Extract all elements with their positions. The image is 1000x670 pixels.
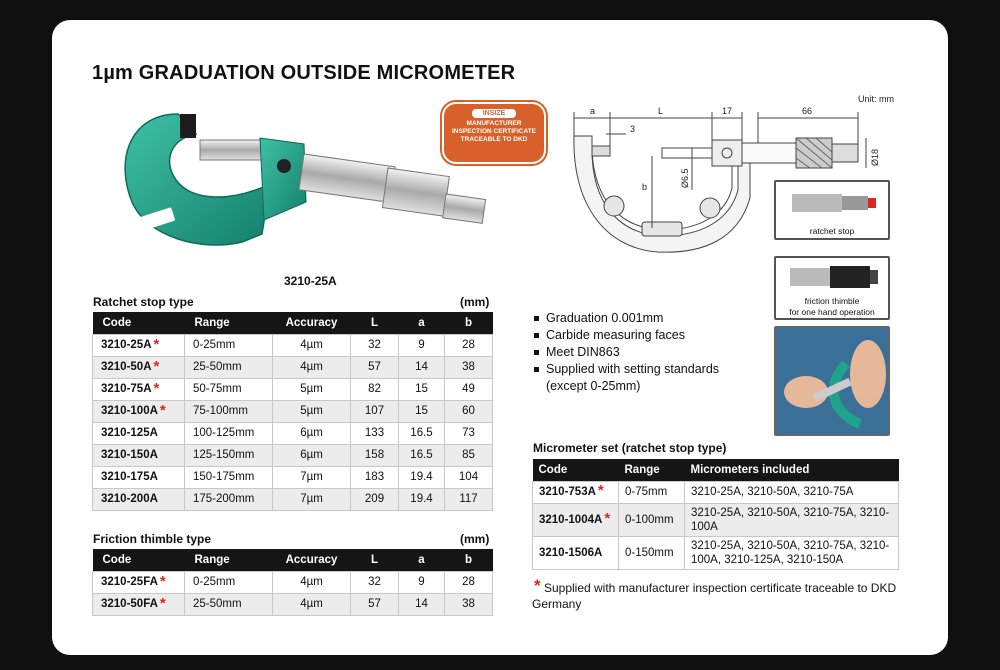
col-code: Code bbox=[93, 312, 185, 334]
hand-operation-photo bbox=[774, 326, 890, 436]
accuracy-cell: 5µm bbox=[273, 400, 351, 422]
friction-section-title: Friction thimble type bbox=[93, 532, 212, 546]
table-row bbox=[93, 356, 493, 378]
L-cell: 158 bbox=[351, 444, 399, 466]
range-cell: 0-100mm bbox=[619, 503, 685, 536]
friction-illustration bbox=[776, 258, 888, 294]
code-value: 3210-753A bbox=[539, 486, 596, 498]
badge-line-1: MANUFACTURER bbox=[466, 120, 522, 127]
footnote bbox=[532, 576, 912, 612]
footnote-text: Supplied with manufacturer inspection certificate traceable to DKD Germany bbox=[532, 581, 897, 611]
ratchet-illustration bbox=[776, 182, 888, 222]
friction-caption-1: friction thimble bbox=[804, 296, 860, 306]
set-spec-table bbox=[532, 459, 899, 570]
L-cell: 133 bbox=[351, 422, 399, 444]
code-cell bbox=[93, 422, 185, 444]
code-cell bbox=[93, 444, 185, 466]
table-row bbox=[93, 334, 493, 356]
col-accuracy: Accuracy bbox=[273, 312, 351, 334]
spec-sheet-card bbox=[52, 20, 948, 655]
code-cell bbox=[93, 593, 185, 615]
range-cell: 0-75mm bbox=[619, 481, 685, 503]
col-a: a bbox=[399, 549, 445, 571]
b-cell: 117 bbox=[445, 488, 493, 510]
table-row bbox=[533, 481, 899, 503]
ratchet-unit: (mm) bbox=[460, 295, 490, 309]
a-cell: 16.5 bbox=[399, 422, 445, 444]
certificate-star: * bbox=[159, 595, 166, 612]
col-L: L bbox=[351, 549, 399, 571]
included-cell: 3210-25A, 3210-50A, 3210-75A, 3210-100A bbox=[685, 503, 899, 536]
accuracy-cell: 4µm bbox=[273, 571, 351, 593]
certificate-star: * bbox=[604, 509, 611, 527]
range-cell: 75-100mm bbox=[185, 400, 273, 422]
certificate-star: * bbox=[159, 402, 166, 419]
col-included: Micrometers included bbox=[685, 459, 899, 481]
col-b: b bbox=[445, 549, 493, 571]
table-header-row bbox=[533, 459, 899, 481]
range-cell: 175-200mm bbox=[185, 488, 273, 510]
accuracy-cell: 6µm bbox=[273, 444, 351, 466]
a-cell: 15 bbox=[399, 400, 445, 422]
table-row bbox=[93, 466, 493, 488]
accuracy-cell: 6µm bbox=[273, 422, 351, 444]
accuracy-cell: 5µm bbox=[273, 378, 351, 400]
accuracy-cell: 4µm bbox=[273, 356, 351, 378]
code-value: 3210-125A bbox=[101, 427, 158, 439]
a-cell: 14 bbox=[399, 593, 445, 615]
b-cell: 28 bbox=[445, 571, 493, 593]
ratchet-spec-table bbox=[92, 312, 493, 511]
col-accuracy: Accuracy bbox=[273, 549, 351, 571]
certificate-star: * bbox=[597, 482, 604, 499]
b-cell: 38 bbox=[445, 593, 493, 615]
code-cell bbox=[93, 400, 185, 422]
a-cell: 19.4 bbox=[399, 466, 445, 488]
L-cell: 82 bbox=[351, 378, 399, 400]
friction-unit: (mm) bbox=[460, 532, 490, 546]
code-cell bbox=[93, 334, 185, 356]
col-L: L bbox=[351, 312, 399, 334]
included-cell: 3210-25A, 3210-50A, 3210-75A bbox=[685, 481, 899, 503]
range-cell: 0-25mm bbox=[185, 334, 273, 356]
b-cell: 38 bbox=[445, 356, 493, 378]
range-cell: 25-50mm bbox=[185, 356, 273, 378]
feature-item-continued: (except 0-25mm) bbox=[546, 379, 641, 393]
ratchet-stop-caption: ratchet stop bbox=[809, 226, 855, 236]
a-cell: 14 bbox=[399, 356, 445, 378]
accuracy-cell: 7µm bbox=[273, 488, 351, 510]
code-value: 3210-150A bbox=[101, 449, 158, 461]
certificate-star: * bbox=[159, 573, 166, 590]
code-value: 3210-50A bbox=[101, 361, 152, 373]
code-cell bbox=[93, 488, 185, 510]
feature-item: Carbide measuring faces bbox=[532, 327, 719, 344]
friction-spec-table bbox=[92, 549, 493, 616]
code-value: 3210-100A bbox=[101, 405, 158, 417]
table-row bbox=[93, 378, 493, 400]
code-value: 3210-1506A bbox=[539, 546, 603, 559]
set-section-title: Micrometer set (ratchet stop type) bbox=[533, 441, 727, 455]
code-cell bbox=[533, 481, 619, 503]
range-cell: 0-25mm bbox=[185, 571, 273, 593]
code-value: 3210-25FA bbox=[101, 576, 158, 588]
code-value: 3210-25A bbox=[101, 339, 152, 351]
a-cell: 9 bbox=[399, 334, 445, 356]
L-cell: 57 bbox=[351, 356, 399, 378]
code-cell bbox=[533, 503, 619, 536]
dim-L: L bbox=[658, 106, 664, 116]
code-cell bbox=[93, 378, 185, 400]
table-row bbox=[533, 536, 899, 569]
col-range: Range bbox=[185, 549, 273, 571]
col-a: a bbox=[399, 312, 445, 334]
range-cell: 25-50mm bbox=[185, 593, 273, 615]
dim-d65: Ø6.5 bbox=[680, 168, 690, 188]
a-cell: 16.5 bbox=[399, 444, 445, 466]
table-row bbox=[93, 488, 493, 510]
badge-logo: INSIZE bbox=[472, 109, 516, 118]
L-cell: 32 bbox=[351, 334, 399, 356]
b-cell: 85 bbox=[445, 444, 493, 466]
a-cell: 9 bbox=[399, 571, 445, 593]
b-cell: 60 bbox=[445, 400, 493, 422]
table-row bbox=[93, 422, 493, 444]
code-value: 3210-50FA bbox=[101, 598, 158, 610]
L-cell: 32 bbox=[351, 571, 399, 593]
friction-thimble-photo bbox=[774, 256, 890, 320]
feature-item: Meet DIN863 bbox=[532, 344, 719, 361]
table-row bbox=[93, 444, 493, 466]
table-header-row bbox=[93, 549, 493, 571]
col-range: Range bbox=[185, 312, 273, 334]
col-code: Code bbox=[93, 549, 185, 571]
friction-caption-2: for one hand operation bbox=[789, 307, 875, 317]
a-cell: 15 bbox=[399, 378, 445, 400]
range-cell: 100-125mm bbox=[185, 422, 273, 444]
col-code: Code bbox=[533, 459, 619, 481]
code-cell bbox=[533, 536, 619, 569]
dim-a: a bbox=[590, 106, 596, 116]
included-cell: 3210-25A, 3210-50A, 3210-75A, 3210-100A, 3210-125A, 3210-150A bbox=[685, 536, 899, 569]
b-cell: 49 bbox=[445, 378, 493, 400]
feature-item: Supplied with setting standards bbox=[532, 361, 719, 378]
b-cell: 28 bbox=[445, 334, 493, 356]
ratchet-section-title: Ratchet stop type bbox=[93, 295, 194, 309]
dim-d18: Ø18 bbox=[870, 148, 880, 166]
accuracy-cell: 7µm bbox=[273, 466, 351, 488]
a-cell: 19.4 bbox=[399, 488, 445, 510]
b-cell: 73 bbox=[445, 422, 493, 444]
col-b: b bbox=[445, 312, 493, 334]
page-title: 1µm GRADUATION OUTSIDE MICROMETER bbox=[92, 62, 516, 84]
feature-list bbox=[532, 310, 719, 395]
L-cell: 107 bbox=[351, 400, 399, 422]
table-row bbox=[533, 503, 899, 536]
b-cell: 104 bbox=[445, 466, 493, 488]
table-row bbox=[93, 571, 493, 593]
L-cell: 183 bbox=[351, 466, 399, 488]
code-value: 3210-175A bbox=[101, 471, 158, 483]
table-header-row bbox=[93, 312, 493, 334]
certificate-badge bbox=[442, 102, 546, 164]
code-cell bbox=[93, 571, 185, 593]
dim-66: 66 bbox=[802, 106, 813, 116]
range-cell: 0-150mm bbox=[619, 536, 685, 569]
accuracy-cell: 4µm bbox=[273, 334, 351, 356]
ratchet-stop-photo bbox=[774, 180, 890, 240]
photo-caption: 3210-25A bbox=[284, 274, 337, 288]
feature-item: Graduation 0.001mm bbox=[532, 310, 719, 327]
range-cell: 50-75mm bbox=[185, 378, 273, 400]
accuracy-cell: 4µm bbox=[273, 593, 351, 615]
code-cell bbox=[93, 356, 185, 378]
range-cell: 150-175mm bbox=[185, 466, 273, 488]
code-value: 3210-1004A bbox=[539, 513, 603, 526]
table-row bbox=[93, 593, 493, 615]
range-cell: 125-150mm bbox=[185, 444, 273, 466]
dim-3: 3 bbox=[630, 124, 636, 134]
code-cell bbox=[93, 466, 185, 488]
certificate-star: * bbox=[153, 380, 160, 397]
certificate-star: * bbox=[153, 336, 160, 353]
code-value: 3210-75A bbox=[101, 383, 152, 395]
L-cell: 57 bbox=[351, 593, 399, 615]
L-cell: 209 bbox=[351, 488, 399, 510]
unit-label: Unit: mm bbox=[858, 94, 894, 104]
col-range: Range bbox=[619, 459, 685, 481]
footnote-star: * bbox=[534, 576, 541, 595]
table-row bbox=[93, 400, 493, 422]
certificate-star: * bbox=[153, 358, 160, 375]
badge-line-3: TRACEABLE TO DKD bbox=[460, 136, 528, 143]
code-value: 3210-200A bbox=[101, 493, 158, 505]
badge-line-2: INSPECTION CERTIFICATE bbox=[451, 128, 537, 135]
dim-b: b bbox=[642, 182, 648, 192]
dim-17: 17 bbox=[722, 106, 733, 116]
